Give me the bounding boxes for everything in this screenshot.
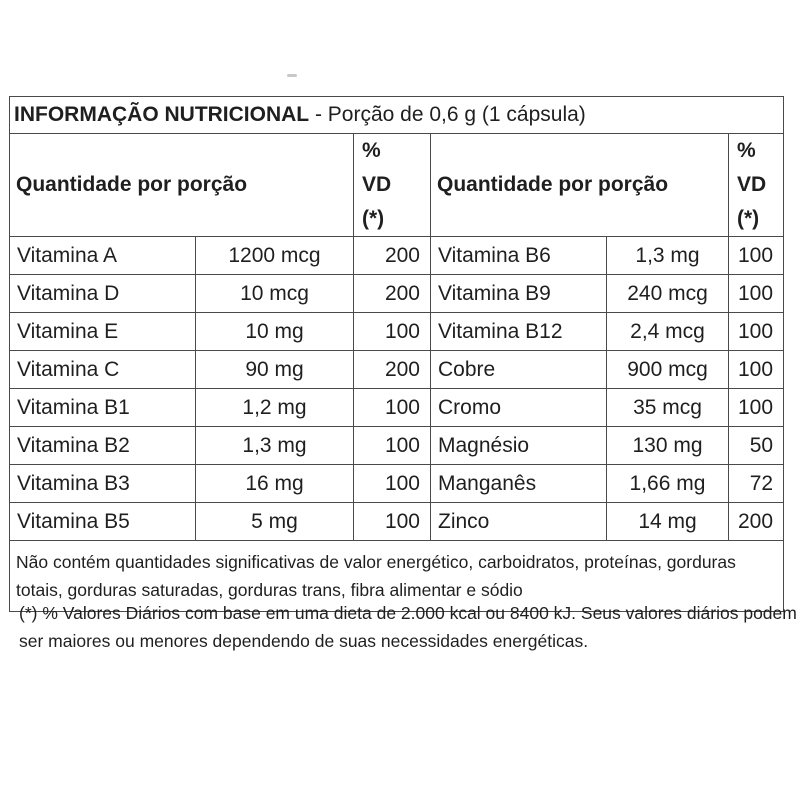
table-note: Não contém quantidades significativas de valor energético, carboidratos, proteínas, gorduras totais, gorduras saturadas, gorduras trans, fibra alimentar e sódio bbox=[10, 541, 784, 612]
nutrient-name: Cromo bbox=[431, 389, 607, 427]
table-row bbox=[10, 351, 784, 389]
nutrient-amount: 1,66 mg bbox=[607, 465, 729, 503]
header-vd-note: (*) bbox=[362, 207, 385, 230]
nutrition-facts-panel bbox=[9, 96, 783, 612]
nutrient-name: Vitamina B6 bbox=[431, 237, 607, 275]
nutrient-amount: 35 mcg bbox=[607, 389, 729, 427]
nutrient-name: Vitamina B12 bbox=[431, 313, 607, 351]
nutrient-vd: 200 bbox=[354, 237, 431, 275]
table-row bbox=[10, 313, 784, 351]
nutrient-amount: 10 mcg bbox=[196, 275, 354, 313]
nutrient-vd: 200 bbox=[729, 503, 784, 541]
nutrient-vd: 72 bbox=[729, 465, 784, 503]
nutrient-name: Vitamina E bbox=[10, 313, 196, 351]
nutrient-name: Vitamina B1 bbox=[10, 389, 196, 427]
nutrient-name: Vitamina B9 bbox=[431, 275, 607, 313]
header-vd-percent: % bbox=[737, 139, 756, 162]
nutrient-vd: 100 bbox=[729, 313, 784, 351]
nutrient-vd: 100 bbox=[729, 351, 784, 389]
nutrient-vd: 100 bbox=[354, 427, 431, 465]
nutrition-table-body bbox=[10, 97, 784, 612]
nutrient-name: Vitamina D bbox=[10, 275, 196, 313]
vd-footnote: (*) % Valores Diários com base em uma dieta de 2.000 kcal ou 8400 kJ. Seus valores diários podem ser maiores ou menores dependendo de suas necessidades energéticas. bbox=[19, 603, 797, 651]
table-title bbox=[10, 97, 784, 134]
header-quantity-left: Quantidade por porção bbox=[10, 134, 354, 237]
nutrient-vd: 100 bbox=[729, 275, 784, 313]
nutrient-vd: 100 bbox=[729, 237, 784, 275]
nutrient-amount: 10 mg bbox=[196, 313, 354, 351]
table-header-row bbox=[10, 134, 784, 237]
nutrient-name: Magnésio bbox=[431, 427, 607, 465]
nutrient-amount: 130 mg bbox=[607, 427, 729, 465]
nutrient-name: Vitamina B3 bbox=[10, 465, 196, 503]
nutrient-amount: 14 mg bbox=[607, 503, 729, 541]
nutrient-name: Vitamina A bbox=[10, 237, 196, 275]
nutrient-vd: 200 bbox=[354, 275, 431, 313]
nutrient-amount: 1,3 mg bbox=[607, 237, 729, 275]
nutrient-amount: 16 mg bbox=[196, 465, 354, 503]
nutrient-vd: 200 bbox=[354, 351, 431, 389]
nutrient-name: Vitamina C bbox=[10, 351, 196, 389]
decorative-mark bbox=[287, 74, 297, 77]
table-row bbox=[10, 275, 784, 313]
header-vd-right bbox=[729, 134, 784, 237]
nutrient-amount: 1200 mcg bbox=[196, 237, 354, 275]
table-row bbox=[10, 427, 784, 465]
table-row bbox=[10, 389, 784, 427]
nutrient-amount: 90 mg bbox=[196, 351, 354, 389]
nutrient-vd: 50 bbox=[729, 427, 784, 465]
nutrient-amount: 1,3 mg bbox=[196, 427, 354, 465]
table-row bbox=[10, 503, 784, 541]
header-vd-left bbox=[354, 134, 431, 237]
nutrient-vd: 100 bbox=[354, 313, 431, 351]
table-row bbox=[10, 237, 784, 275]
nutrient-vd: 100 bbox=[729, 389, 784, 427]
header-vd-label: VD bbox=[362, 173, 392, 196]
table-title-serving: - Porção de 0,6 g (1 cápsula) bbox=[309, 103, 586, 126]
nutrient-amount: 5 mg bbox=[196, 503, 354, 541]
nutrient-vd: 100 bbox=[354, 389, 431, 427]
header-vd-label: VD bbox=[737, 173, 767, 196]
header-quantity-right: Quantidade por porção bbox=[431, 134, 729, 237]
nutrient-name: Manganês bbox=[431, 465, 607, 503]
header-vd-percent: % bbox=[362, 139, 381, 162]
table-title-bold: INFORMAÇÃO NUTRICIONAL bbox=[14, 103, 310, 126]
nutrient-name: Cobre bbox=[431, 351, 607, 389]
nutrient-name: Vitamina B2 bbox=[10, 427, 196, 465]
nutrient-vd: 100 bbox=[354, 503, 431, 541]
header-vd-note: (*) bbox=[737, 207, 760, 230]
nutrient-amount: 2,4 mcg bbox=[607, 313, 729, 351]
table-row bbox=[10, 465, 784, 503]
nutrition-table bbox=[9, 96, 784, 612]
nutrient-vd: 100 bbox=[354, 465, 431, 503]
nutrient-amount: 900 mcg bbox=[607, 351, 729, 389]
nutrient-amount: 240 mcg bbox=[607, 275, 729, 313]
nutrient-name: Zinco bbox=[431, 503, 607, 541]
nutrient-name: Vitamina B5 bbox=[10, 503, 196, 541]
nutrient-amount: 1,2 mg bbox=[196, 389, 354, 427]
